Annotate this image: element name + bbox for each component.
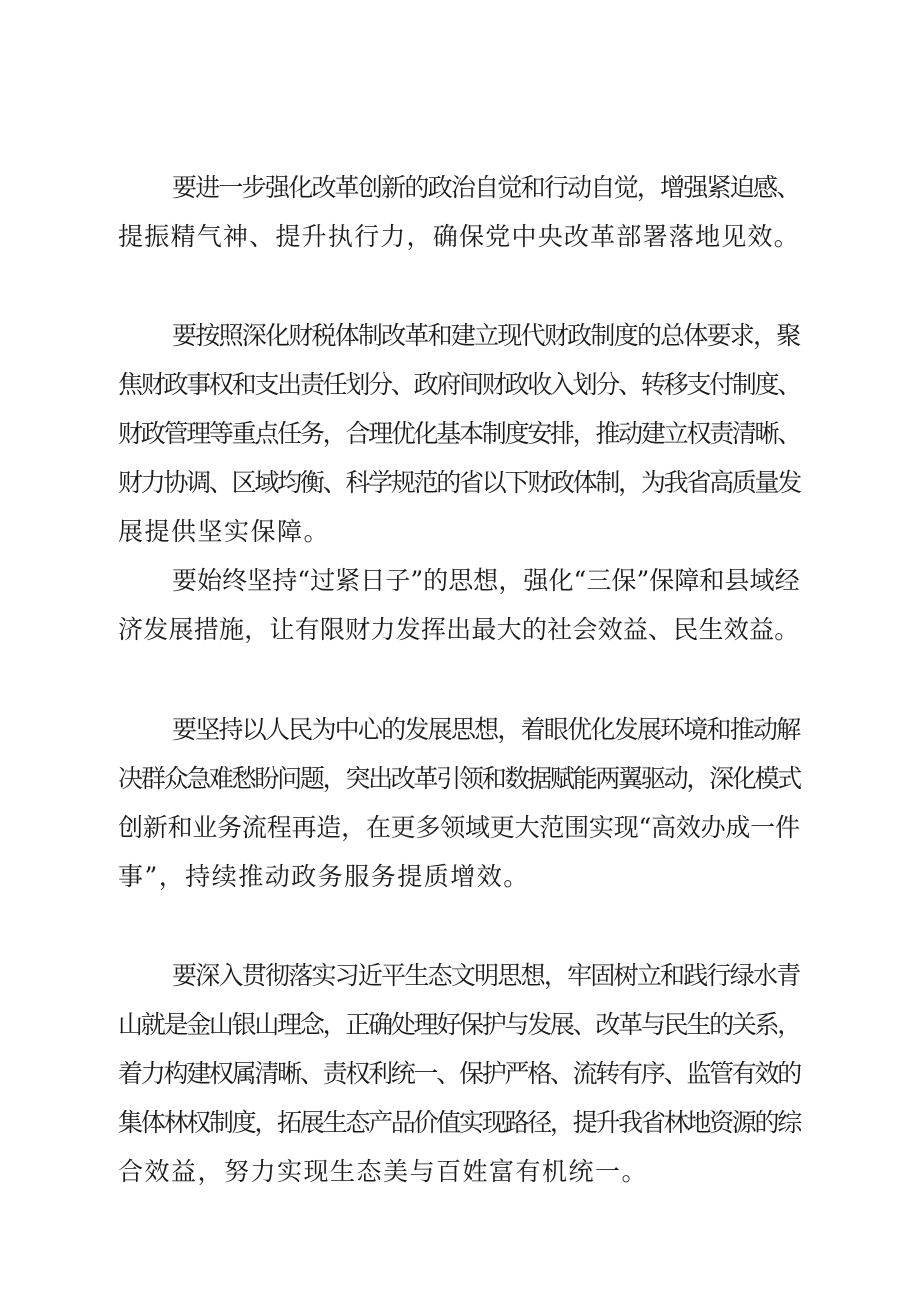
- p3-line-2: 济发展措施，让有限财力发挥出最大的社会效益、民生效益。: [118, 615, 800, 644]
- p2-line-1: 要按照深化财税体制改革和建立现代财政制度的总体要求，聚: [172, 321, 800, 350]
- p4-line-4: 事”，持续推动政务服务提质增效。: [118, 862, 530, 891]
- p5-line-1: 要深入贯彻落实习近平生态文明思想，牢固树立和践行绿水青: [172, 961, 800, 990]
- p5-line-2: 山就是金山银山理念，正确处理好保护与发展、改革与民生的关系，: [118, 1010, 801, 1039]
- p4-line-1: 要坚持以人民为中心的发展思想，着眼优化发展环境和推动解: [172, 715, 800, 744]
- p1-line-2: 提振精气神、提升执行力，确保党中央改革部署落地见效。: [118, 222, 801, 251]
- p4-line-2: 决群众急难愁盼问题，突出改革引领和数据赋能两翼驱动，深化模式: [118, 764, 801, 793]
- p2-line-5: 展提供坚实保障。: [118, 517, 331, 546]
- p1-line-1: 要进一步强化改革创新的政治自觉和行动自觉，增强紧迫感、: [172, 173, 800, 202]
- p5-line-4: 集体林权制度，拓展生态产品价值实现路径，提升我省林地资源的综: [118, 1108, 801, 1137]
- p3-line-1: 要始终坚持“过紧日子”的思想，强化“三保”保障和县域经: [172, 566, 800, 595]
- p5-line-5: 合效益，努力实现生态美与百姓富有机统一。: [118, 1157, 649, 1186]
- p5-line-3: 着力构建权属清晰、责权利统一、保护严格、流转有序、监管有效的: [118, 1059, 801, 1088]
- p4-line-3: 创新和业务流程再造，在更多领域更大范围实现“高效办成一件: [118, 813, 800, 842]
- p2-line-4: 财力协调、区域均衡、科学规范的省以下财政体制，为我省高质量发: [118, 468, 801, 497]
- p2-line-2: 焦财政事权和支出责任划分、政府间财政收入划分、转移支付制度、: [118, 370, 801, 399]
- p2-line-3: 财政管理等重点任务，合理优化基本制度安排，推动建立权责清晰、: [118, 419, 801, 448]
